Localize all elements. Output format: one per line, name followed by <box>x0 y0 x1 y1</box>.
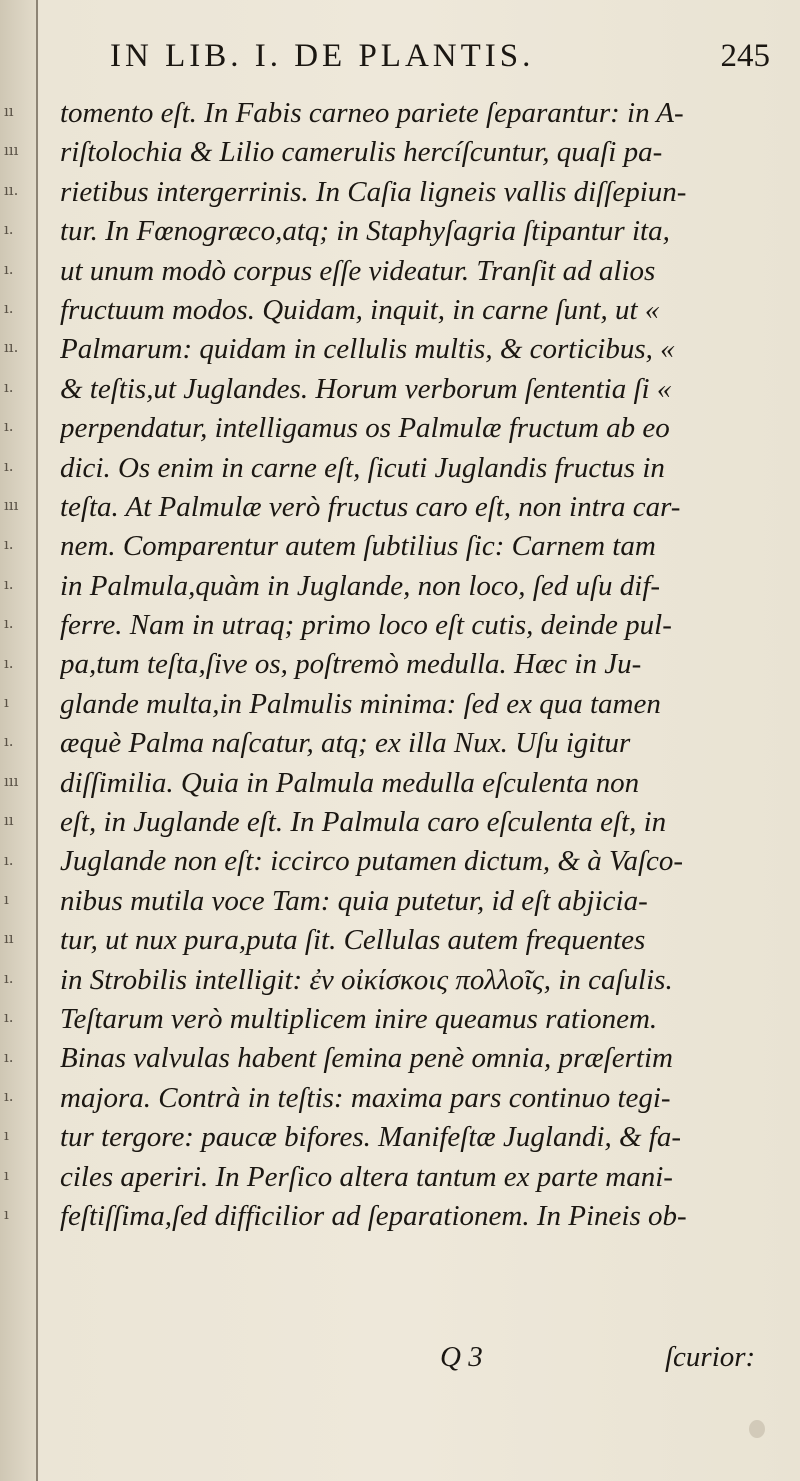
text-line: Teſtarum verò multiplicem inire queamus rationem. <box>60 1002 658 1035</box>
text-line: in Palmula,quàm in Juglande, non loco, ſed uſu dif- <box>60 569 661 602</box>
margin-mark: ı <box>4 693 9 711</box>
text-line: fructuum modos. Quidam, inquit, in carne ſunt, ut « <box>60 293 660 326</box>
margin-mark: ı. <box>4 1008 14 1027</box>
text-line: eſt, in Juglande eſt. In Palmula caro eſculenta eſt, in <box>60 806 667 839</box>
margin-mark: ı. <box>4 259 14 278</box>
margin-mark: ı. <box>4 1087 14 1105</box>
paper-stain <box>749 1420 765 1438</box>
margin-mark: ı. <box>4 377 14 396</box>
text-line: diſſimilia. Quia in Palmula medulla eſculenta non <box>60 766 640 799</box>
binding-gutter <box>0 0 38 1481</box>
text-line: ferre. Nam in utraq; primo loco eſt cutis, deinde pul- <box>60 609 672 642</box>
margin-mark: ı. <box>4 653 14 672</box>
signature-mark: Q 3 <box>440 1341 483 1373</box>
margin-mark: ıı. <box>4 338 19 357</box>
text-line: pa,tum teſta,ſive os, poſtremò medulla. Hæc in Ju- <box>60 648 642 681</box>
page-number: 245 <box>720 38 770 74</box>
text-line: & teſtis,ut Juglandes. Horum verborum ſententia ſi « <box>60 372 672 405</box>
text-line: Binas valvulas habent ſemina penè omnia, præſertim <box>60 1042 673 1075</box>
text-line: in Strobilis intelligit: ἐν οἰκίσκοις πολλοῖς, in caſulis. <box>60 963 673 996</box>
margin-mark: ı. <box>4 732 14 751</box>
text-line: nibus mutila voce Tam: quia putetur, id eſt abjicia- <box>60 884 648 917</box>
text-line: ciles aperiri. In Perſico altera tantum ex parte mani- <box>60 1160 673 1193</box>
margin-mark: ı. <box>4 968 14 987</box>
margin-mark: ııı <box>4 141 19 160</box>
text-line: Juglande non eſt: iccirco putamen dictum, & à Vaſco- <box>60 845 684 878</box>
margin-mark: ıı. <box>4 180 19 199</box>
text-line: nem. Comparentur autem ſubtilius ſic: Carnem tam <box>60 530 656 563</box>
text-line: ut unum modò corpus eſſe videatur. Tranſit ad alios <box>60 254 656 287</box>
margin-mark: ı. <box>4 220 14 239</box>
text-line: feſtiſſima,ſed difficilior ad ſeparationem. In Pineis ob- <box>60 1199 687 1232</box>
margin-mark: ı. <box>4 417 14 436</box>
margin-mark: ı. <box>4 535 14 554</box>
running-header <box>110 38 770 78</box>
text-line: dici. Os enim in carne eſt, ſicuti Juglandis fructus in <box>60 451 665 484</box>
text-line: tur tergore: paucæ bifores. Manifeſtæ Juglandi, & fa- <box>60 1121 682 1154</box>
margin-mark: ı <box>4 890 9 908</box>
text-line: perpendatur, intelligamus os Palmulæ fructum ab eo <box>60 412 670 445</box>
margin-mark: ıı <box>4 929 14 948</box>
margin-mark: ı. <box>4 850 14 869</box>
text-line: tur, ut nux pura,puta ſit. Cellulas autem frequentes <box>60 924 646 957</box>
margin-mark: ı. <box>4 614 14 633</box>
margin-mark: ı <box>4 1165 9 1184</box>
margin-mark: ı. <box>4 574 14 593</box>
body-text <box>60 94 780 1236</box>
text-line: rietibus intergerrinis. In Caſia ligneis vallis diſſepiun- <box>60 175 687 208</box>
margin-mark: ı. <box>4 456 14 475</box>
margin-mark: ı <box>4 1205 9 1224</box>
margin-mark: ı. <box>4 299 14 317</box>
text-line: majora. Contrà in teſtis: maxima pars continuo tegi- <box>60 1081 671 1114</box>
text-line: tomento eſt. In Fabis carneo pariete ſeparantur: in A- <box>60 97 684 129</box>
running-title: IN LIB. I. DE PLANTIS. <box>110 38 535 74</box>
margin-mark: ııı <box>4 771 19 790</box>
footer-line <box>60 1341 780 1381</box>
text-line: Palmarum: quidam in cellulis multis, & corticibus, « <box>60 333 675 366</box>
catchword: ſcurior: <box>665 1341 756 1373</box>
margin-mark: ı <box>4 1126 9 1145</box>
text-line: tur. In Fœnogræco,atq; in Staphyſagria ſtipantur ita, <box>60 215 670 248</box>
text-line: glande multa,in Palmulis minima: ſed ex qua tamen <box>60 687 661 720</box>
margin-mark: ıı <box>4 811 14 830</box>
text-line: æquè Palma naſcatur, atq; ex illa Nux. Uſu igitur <box>60 727 631 760</box>
margin-mark: ııı <box>4 496 19 514</box>
margin-mark: ı. <box>4 1047 14 1066</box>
text-line: teſta. At Palmulæ verò fructus caro eſt, non intra car- <box>60 490 681 523</box>
margin-mark: ıı <box>4 102 14 120</box>
text-line: riſtolochia & Lilio camerulis hercíſcuntur, quaſi pa- <box>60 136 663 169</box>
